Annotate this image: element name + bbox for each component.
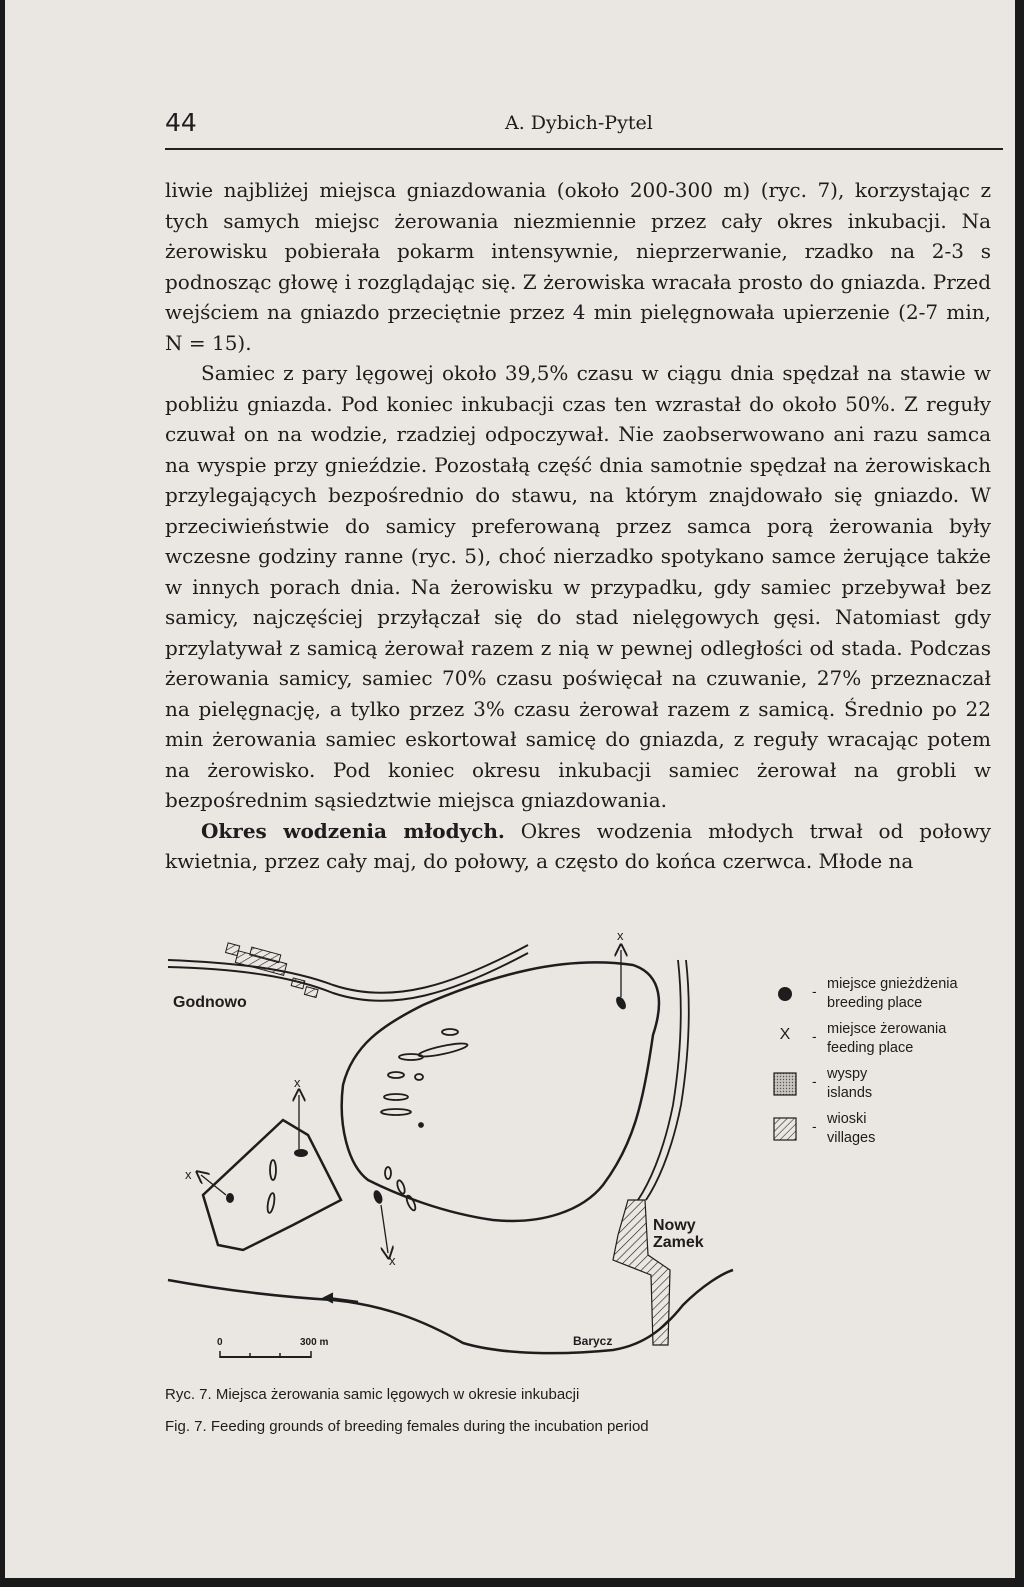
running-head: A. Dybich-Pytel xyxy=(505,112,653,134)
scale-end: 300 m xyxy=(300,1337,329,1348)
scale-bar xyxy=(217,1337,328,1358)
islands xyxy=(266,1029,468,1213)
label-nowy: Nowy xyxy=(653,1217,696,1234)
feeding-place-mark-3: x xyxy=(185,1167,192,1182)
dot-icon xyxy=(770,979,800,1009)
river-barycz xyxy=(168,1270,733,1353)
section-heading: Okres wodzenia młodych. xyxy=(201,818,505,843)
road-right-b xyxy=(646,960,689,1200)
legend-label-pl: wioski xyxy=(827,1111,867,1127)
legend-label-pl: miejsce gnieżdżenia xyxy=(827,976,958,992)
label-zamek: Zamek xyxy=(653,1234,704,1251)
legend-dash: - xyxy=(812,1118,817,1134)
legend-label-en: villages xyxy=(827,1130,876,1146)
breeding-place-1 xyxy=(614,928,628,1011)
feeding-grounds-map xyxy=(163,925,763,1375)
small-pond xyxy=(203,1120,341,1250)
feeding-place-mark-1: x xyxy=(617,928,624,943)
feeding-place-mark-4: x xyxy=(389,1253,396,1268)
legend-dash: - xyxy=(812,1073,817,1089)
legend-label-en: breeding place xyxy=(827,995,923,1011)
label-godnowo: Godnowo xyxy=(173,994,247,1011)
legend-text xyxy=(827,1020,946,1058)
legend-label-pl: miejsce żerowania xyxy=(827,1021,947,1037)
paragraph-2: Samiec z pary lęgowej około 39,5% czasu w ciągu dnia spędzał na stawie w pobliżu gniazda. Pod koniec inkubacji czas ten wzrastał do około 50%. Z reguły czuwał on na wodzie, rzadziej odpoczywał. Nie zaobserwowano ani razu samca na wyspie przy gnieździe. Pozostałą część dnia samotnie spędzał na żerowiskach przylegających bezpośrednio do stawu, na którym znajdowało się gniazdo. W przeciwieństwie do samicy preferowaną przez samca porą żerowania były wczesne godziny ranne (ryc. 5), choć nierzadko spotykano samce żerujące także w innych porach dnia. Na żerowisku w przypadku, gdy samiec przebywał bez samicy, najczęściej przyłączał się do stad nielęgowych gęsi. Natomiast gdy przylatywał z samicą żerował razem z nią w pewnej odległości od stada. Podczas żerowania samicy, samiec 70% czasu poświęcał na czuwanie, 27% przeznaczał na pielęgnację, a tylko przez 3% czasu żerował razem z samicą. Średnio po 22 min żerowania samiec eskortował samicę do gniazda, z reguły wracając potem na żerowisko. Pod koniec okresu inkubacji samiec żerował na grobli w bezpośrednim sąsiedztwie miejsca gniazdowania. xyxy=(165,361,991,812)
hatched-square-icon xyxy=(770,1114,800,1144)
legend-dash: - xyxy=(812,1028,817,1044)
figure-caption-en: Fig. 7. Feeding grounds of breeding females during the incubation period xyxy=(165,1418,649,1435)
page-number: 44 xyxy=(165,108,197,137)
feeding-place-mark-2: x xyxy=(294,1075,301,1090)
map-legend xyxy=(770,975,1015,1165)
breeding-place-4 xyxy=(372,1189,396,1268)
page-header xyxy=(165,108,1003,150)
body-text xyxy=(165,175,991,877)
village-godnowo xyxy=(220,941,324,998)
legend-dash: - xyxy=(812,983,817,999)
page xyxy=(5,0,1015,1578)
breeding-place-2 xyxy=(294,1075,308,1157)
legend-label-en: feeding place xyxy=(827,1040,914,1056)
paragraph-3-text: Okres wodzenia młodych trwał od połowy kwietnia, przez cały maj, do połowy, a często do końca czerwca. Młode na xyxy=(165,818,991,873)
legend-text xyxy=(827,1110,875,1148)
dotted-square-icon xyxy=(770,1069,800,1099)
scale-zero: 0 xyxy=(217,1337,223,1348)
legend-label-pl: wyspy xyxy=(827,1066,868,1082)
label-barycz: Barycz xyxy=(573,1334,613,1348)
figure-caption-pl: Ryc. 7. Miejsca żerowania samic lęgowych w okresie inkubacji xyxy=(165,1386,580,1403)
cross-icon: X xyxy=(779,1026,791,1043)
legend-text xyxy=(827,1065,872,1103)
paragraph-3 xyxy=(165,816,991,877)
legend-text xyxy=(827,975,958,1013)
paragraph-1: liwie najbliżej miejsca gniazdowania (około 200-300 m) (ryc. 7), korzystając z tych samych miejsc żerowania niezmiennie przez cały okres inkubacji. Na żerowisku pobierała pokarm intensywnie, nieprzerwanie, rzadko na 2-3 s podnosząc głowę i rozglądając się. Z żerowiska wracała prosto do gniazda. Przed wejściem na gniazdo przeciętnie przez 4 min pielęgnowała upierzenie (2-7 min, N = 15). xyxy=(165,178,991,355)
legend-label-en: islands xyxy=(827,1085,873,1101)
